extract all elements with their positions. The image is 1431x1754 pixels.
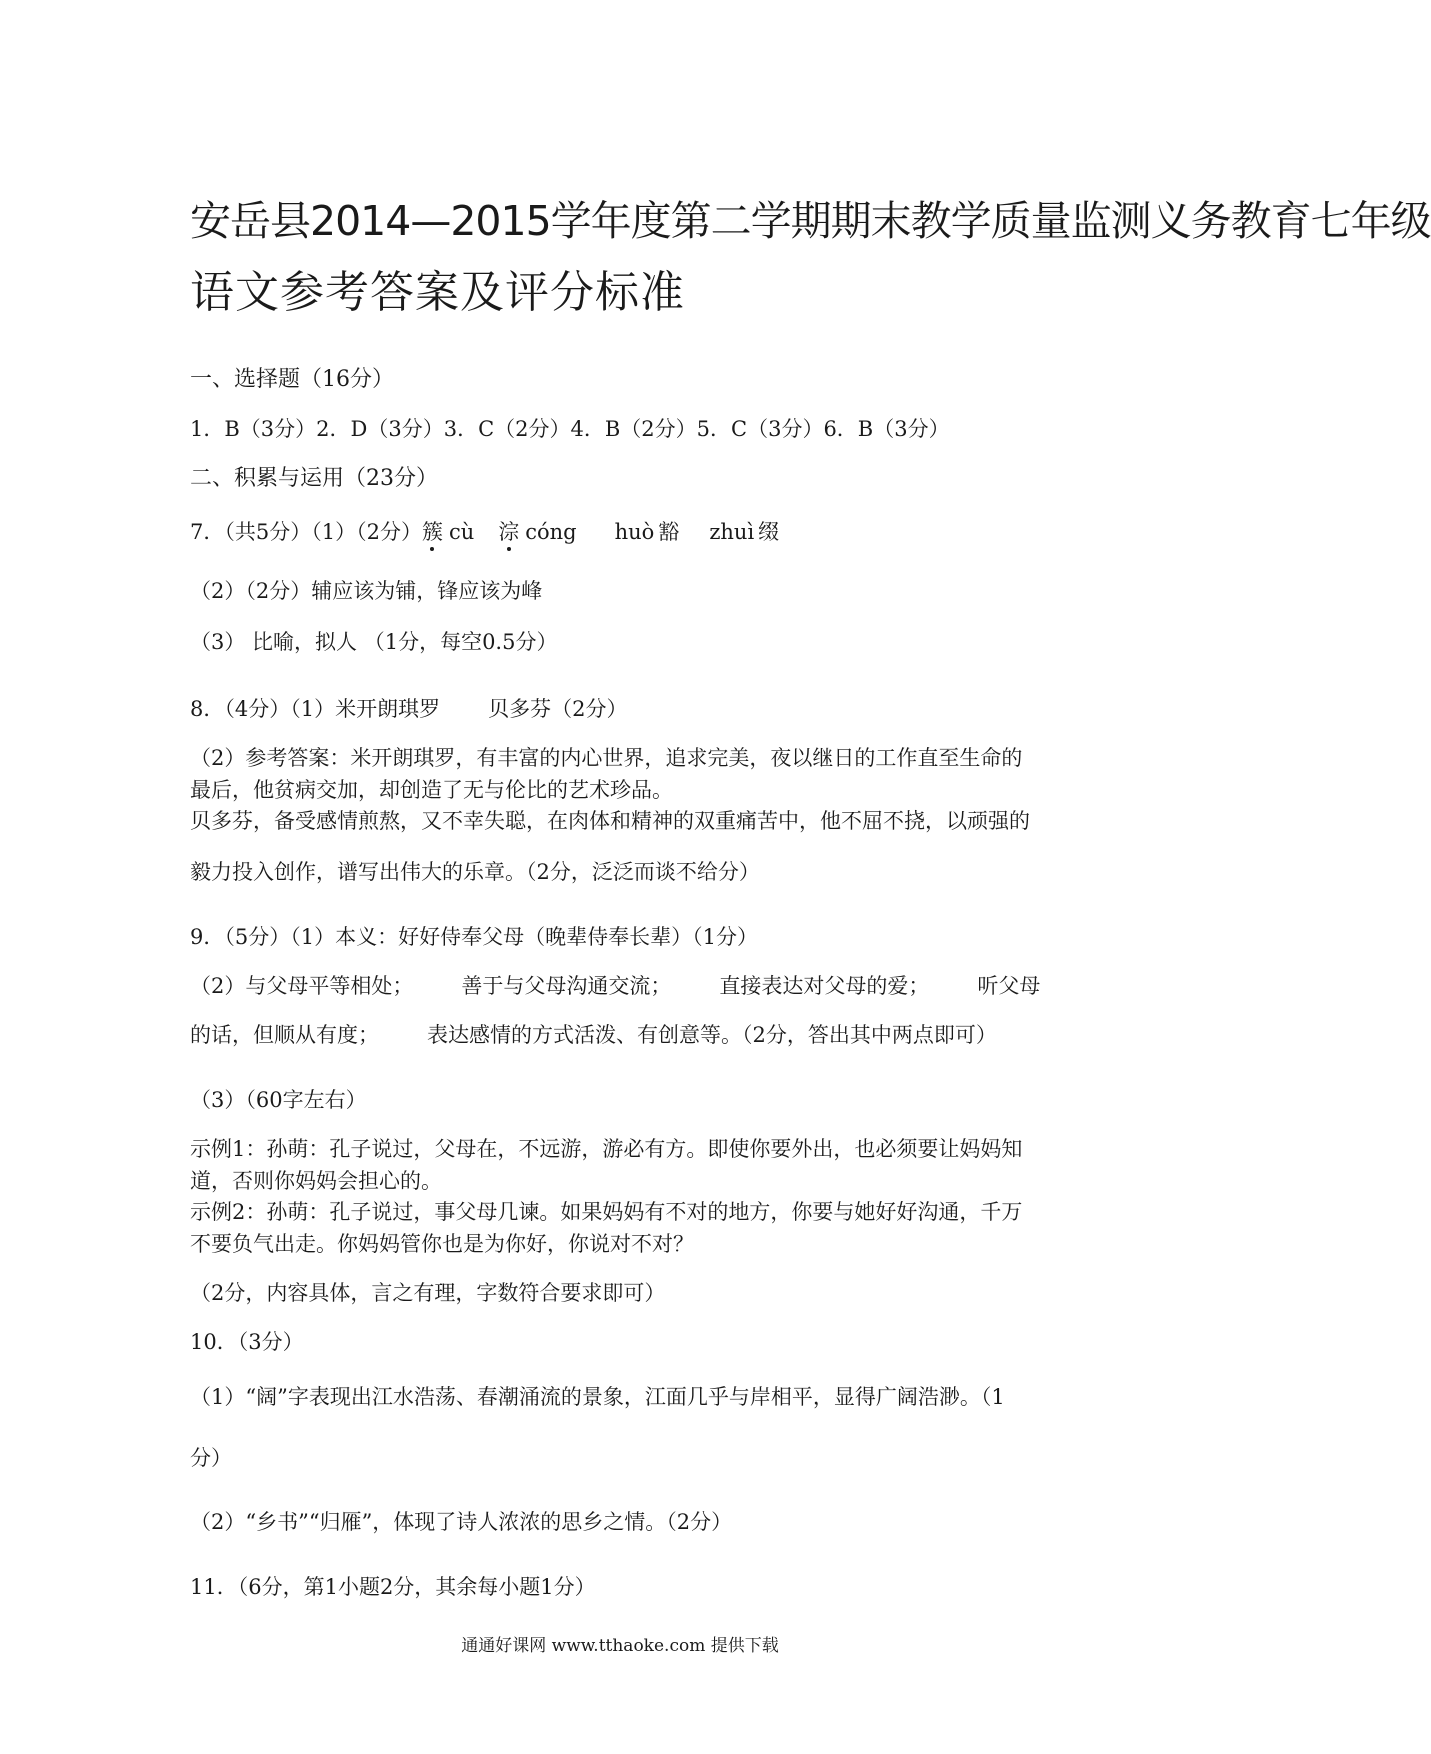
q9-part-2-line-1 [190, 974, 1040, 999]
q10-part-1-line-1: （1）“阔”字表现出江水浩荡、春潮涌流的景象，江面几乎与岸相平，显得广阔浩渺。（1 [190, 1385, 1005, 1409]
q9-point-b: 善于与父母沟通交流； [461, 974, 672, 998]
q7-word3-pinyin: huò [614, 520, 655, 544]
q7-word1-char: 簇 [421, 520, 443, 544]
q7-word2-char: 淙 [498, 520, 520, 544]
q7-word4-char: 缀 [758, 520, 780, 544]
section-1-answers: 1．B（3分）2．D（3分）3．C（2分）4．B（2分）5．C（3分）6．B（3分） [190, 417, 950, 441]
q10-part-1-line-2: 分） [190, 1446, 232, 1470]
q8-line-1 [190, 697, 627, 722]
q9-part-3: （3）（60字左右） [190, 1088, 367, 1112]
q10-heading: 10．（3分） [190, 1330, 304, 1354]
q7-word4-pinyin: zhuì [709, 520, 755, 544]
q7-word1-pinyin: cù [448, 520, 475, 544]
section-2-heading: 二、积累与运用（23分） [190, 466, 438, 491]
q7-line-1 [190, 520, 779, 545]
q7-word3-char: 豁 [658, 520, 680, 544]
q9-point-d: 听父母 [977, 974, 1041, 998]
q8-part-1a: 8．（4分）（1）米开朗琪罗 [190, 697, 441, 721]
q8-part-2-line-3: 贝多芬，备受感情煎熬，又不幸失聪，在肉体和精神的双重痛苦中，他不屈不挠，以顽强的 [190, 809, 1030, 833]
q9-point-e: 表达感情的方式活泼、有创意等。（2分，答出其中两点即可） [427, 1023, 997, 1047]
q7-word2-pinyin: cóng [525, 520, 577, 544]
q7-part-2: （2）（2分）辅应该为铺，锋应该为峰 [190, 579, 543, 603]
q9-part-2-line-2 [190, 1023, 997, 1048]
q9-example-2-line-2: 不要负气出走。你妈妈管你也是为你好，你说对不对？ [190, 1232, 694, 1256]
q9-example-1-line-2: 道，否则你妈妈会担心的。 [190, 1169, 442, 1193]
q9-score-note: （2分，内容具体，言之有理，字数符合要求即可） [190, 1281, 666, 1305]
title-line-2: 语文参考答案及评分标准 [190, 267, 685, 318]
q9-point-c: 直接表达对父母的爱； [719, 974, 930, 998]
q8-part-2-line-1: （2）参考答案：米开朗琪罗，有丰富的内心世界，追求完美，夜以继日的工作直至生命的 [190, 746, 1023, 770]
q9-point-d-cont: 的话，但顺从有度； [190, 1023, 379, 1047]
footer-source: 通通好课网 www.tthaoke.com 提供下载 [461, 1636, 779, 1656]
q10-part-2: （2）“乡书”“归雁”，体现了诗人浓浓的思乡之情。（2分） [190, 1510, 733, 1534]
q8-part-1b: 贝多芬（2分） [488, 697, 628, 721]
q9-example-1-line-1: 示例1：孙萌：孔子说过，父母在，不远游，游必有方。即使你要外出，也必须要让妈妈知 [190, 1137, 1023, 1161]
q7-part-3: （3） 比喻，拟人 （1分，每空0.5分） [190, 630, 558, 654]
q11-heading: 11．（6分，第1小题2分，其余每小题1分） [190, 1575, 596, 1599]
q9-point-a: （2）与父母平等相处； [190, 974, 414, 998]
section-1-heading: 一、选择题（16分） [190, 367, 394, 392]
title-line-1: 安岳县2014—2015学年度第二学期期末教学质量监测义务教育七年级 [190, 197, 1431, 245]
q9-part-1: 9．（5分）（1）本义：好好侍奉父母（晚辈侍奉长辈）（1分） [190, 925, 758, 949]
q8-part-2-line-2: 最后，他贫病交加，却创造了无与伦比的艺术珍品。 [190, 778, 673, 802]
q9-example-2-line-1: 示例2：孙萌：孔子说过，事父母几谏。如果妈妈有不对的地方，你要与她好好沟通，千万 [190, 1200, 1023, 1224]
q7-prefix: 7．（共5分）（1）（2分） [190, 520, 422, 544]
q8-part-2-line-4: 毅力投入创作，谱写出伟大的乐章。（2分，泛泛而谈不给分） [190, 860, 760, 884]
